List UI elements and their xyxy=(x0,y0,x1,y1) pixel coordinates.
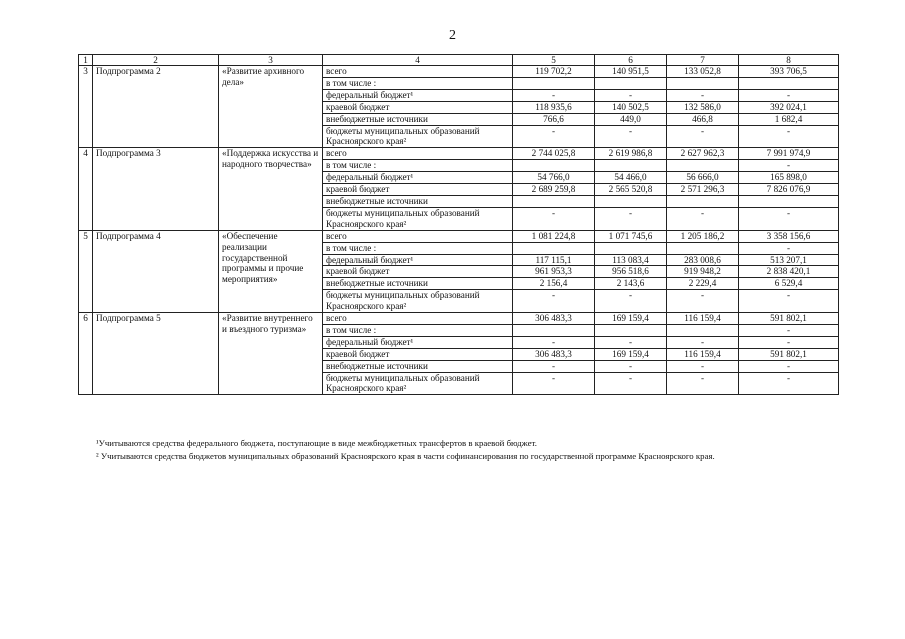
value-cell: 961 953,3 xyxy=(513,266,595,278)
value-cell: - xyxy=(667,372,739,395)
value-cell: - xyxy=(595,336,667,348)
value-cell: 118 935,6 xyxy=(513,101,595,113)
value-cell: - xyxy=(513,360,595,372)
value-cell: - xyxy=(739,360,839,372)
value-cell xyxy=(513,195,595,207)
value-cell xyxy=(513,160,595,172)
value-cell xyxy=(739,195,839,207)
value-cell: - xyxy=(739,324,839,336)
value-cell: 1 081 224,8 xyxy=(513,230,595,242)
funding-source-cell: федеральный бюджет¹ xyxy=(323,336,513,348)
value-cell: - xyxy=(739,372,839,395)
funding-source-cell: бюджеты муниципальных образований Красноярского края² xyxy=(323,125,513,148)
value-cell: 132 586,0 xyxy=(667,101,739,113)
funding-source-cell: внебюджетные источники xyxy=(323,113,513,125)
value-cell: - xyxy=(667,360,739,372)
table-body xyxy=(79,66,839,395)
value-cell: 2 571 296,3 xyxy=(667,184,739,196)
funding-source-cell: краевой бюджет xyxy=(323,101,513,113)
value-cell: 116 159,4 xyxy=(667,348,739,360)
value-cell: - xyxy=(513,372,595,395)
value-cell: 7 991 974,9 xyxy=(739,148,839,160)
value-cell xyxy=(667,77,739,89)
value-cell xyxy=(667,242,739,254)
subprogram-name-cell: «Развитие внутреннего и въездного туризма» xyxy=(219,313,323,395)
funding-source-cell: всего xyxy=(323,230,513,242)
row-number: 5 xyxy=(79,230,93,312)
value-cell: - xyxy=(513,207,595,230)
value-cell: - xyxy=(739,290,839,313)
table-row xyxy=(79,313,839,325)
value-cell: - xyxy=(739,125,839,148)
value-cell: - xyxy=(667,125,739,148)
value-cell: 3 358 156,6 xyxy=(739,230,839,242)
value-cell: - xyxy=(667,290,739,313)
funding-source-cell: внебюджетные источники xyxy=(323,195,513,207)
value-cell: 1 682,4 xyxy=(739,113,839,125)
value-cell: 466,8 xyxy=(667,113,739,125)
value-cell: 2 565 520,8 xyxy=(595,184,667,196)
value-cell: 56 666,0 xyxy=(667,172,739,184)
value-cell: - xyxy=(595,207,667,230)
value-cell: - xyxy=(739,89,839,101)
value-cell: - xyxy=(513,336,595,348)
value-cell: 449,0 xyxy=(595,113,667,125)
value-cell: 306 483,3 xyxy=(513,313,595,325)
value-cell: 306 483,3 xyxy=(513,348,595,360)
header-row xyxy=(79,55,839,66)
funding-source-cell: в том числе : xyxy=(323,77,513,89)
value-cell: 513 207,1 xyxy=(739,254,839,266)
value-cell: - xyxy=(513,290,595,313)
value-cell: 2 744 025,8 xyxy=(513,148,595,160)
value-cell: 393 706,5 xyxy=(739,66,839,78)
value-cell: - xyxy=(667,89,739,101)
value-cell: 956 518,6 xyxy=(595,266,667,278)
footnote-2: ² Учитываются средства бюджетов муниципальных образований Красноярского края в части софинансирования по государственной программе Красноярского края. xyxy=(96,451,715,461)
value-cell: - xyxy=(595,89,667,101)
value-cell: - xyxy=(667,336,739,348)
value-cell: 2 143,6 xyxy=(595,278,667,290)
funding-source-cell: бюджеты муниципальных образований Красноярского края² xyxy=(323,207,513,230)
value-cell: 169 159,4 xyxy=(595,348,667,360)
funding-source-cell: всего xyxy=(323,313,513,325)
footnotes xyxy=(96,437,876,463)
table-row xyxy=(79,66,839,78)
value-cell xyxy=(739,77,839,89)
value-cell: 113 083,4 xyxy=(595,254,667,266)
value-cell: 1 071 745,6 xyxy=(595,230,667,242)
value-cell: 133 052,8 xyxy=(667,66,739,78)
value-cell xyxy=(595,160,667,172)
column-header: 3 xyxy=(219,55,323,66)
funding-source-cell: краевой бюджет xyxy=(323,266,513,278)
funding-source-cell: федеральный бюджет¹ xyxy=(323,172,513,184)
subprogram-cell: Подпрограмма 3 xyxy=(93,148,219,230)
subprogram-name-cell: «Развитие архивного дела» xyxy=(219,66,323,148)
value-cell: - xyxy=(667,207,739,230)
value-cell: 7 826 076,9 xyxy=(739,184,839,196)
funding-source-cell: в том числе : xyxy=(323,242,513,254)
funding-source-cell: всего xyxy=(323,148,513,160)
value-cell: 169 159,4 xyxy=(595,313,667,325)
value-cell: 140 502,5 xyxy=(595,101,667,113)
value-cell: 116 159,4 xyxy=(667,313,739,325)
value-cell: 2 156,4 xyxy=(513,278,595,290)
value-cell: 54 466,0 xyxy=(595,172,667,184)
value-cell: - xyxy=(739,207,839,230)
value-cell: 117 115,1 xyxy=(513,254,595,266)
subprogram-cell: Подпрограмма 2 xyxy=(93,66,219,148)
funding-source-cell: в том числе : xyxy=(323,160,513,172)
row-number: 4 xyxy=(79,148,93,230)
value-cell xyxy=(513,77,595,89)
value-cell: 165 898,0 xyxy=(739,172,839,184)
value-cell xyxy=(595,195,667,207)
value-cell: 1 205 186,2 xyxy=(667,230,739,242)
value-cell: 119 702,2 xyxy=(513,66,595,78)
funding-source-cell: краевой бюджет xyxy=(323,348,513,360)
funding-source-cell: федеральный бюджет¹ xyxy=(323,254,513,266)
value-cell: - xyxy=(739,160,839,172)
value-cell: 283 008,6 xyxy=(667,254,739,266)
funding-source-cell: в том числе : xyxy=(323,324,513,336)
funding-source-cell: всего xyxy=(323,66,513,78)
value-cell: - xyxy=(513,125,595,148)
value-cell xyxy=(595,77,667,89)
column-header: 6 xyxy=(595,55,667,66)
table-row xyxy=(79,230,839,242)
value-cell: - xyxy=(595,372,667,395)
funding-source-cell: бюджеты муниципальных образований Красноярского края² xyxy=(323,290,513,313)
value-cell: 2 627 962,3 xyxy=(667,148,739,160)
column-header: 8 xyxy=(739,55,839,66)
value-cell: 591 802,1 xyxy=(739,313,839,325)
column-header: 1 xyxy=(79,55,93,66)
funding-source-cell: федеральный бюджет¹ xyxy=(323,89,513,101)
value-cell xyxy=(513,242,595,254)
value-cell: - xyxy=(739,336,839,348)
subprogram-name-cell: «Обеспечение реализации государственной программы и прочие мероприятия» xyxy=(219,230,323,312)
subprogram-cell: Подпрограмма 5 xyxy=(93,313,219,395)
value-cell: - xyxy=(595,360,667,372)
value-cell: - xyxy=(595,290,667,313)
column-header: 2 xyxy=(93,55,219,66)
funding-source-cell: внебюджетные источники xyxy=(323,360,513,372)
value-cell: 2 689 259,8 xyxy=(513,184,595,196)
funding-source-cell: бюджеты муниципальных образований Красноярского края² xyxy=(323,372,513,395)
value-cell: 6 529,4 xyxy=(739,278,839,290)
value-cell: - xyxy=(739,242,839,254)
row-number: 3 xyxy=(79,66,93,148)
row-number: 6 xyxy=(79,313,93,395)
value-cell: 392 024,1 xyxy=(739,101,839,113)
value-cell: 2 838 420,1 xyxy=(739,266,839,278)
value-cell: 919 948,2 xyxy=(667,266,739,278)
value-cell xyxy=(667,324,739,336)
value-cell: 54 766,0 xyxy=(513,172,595,184)
value-cell: - xyxy=(595,125,667,148)
column-header: 7 xyxy=(667,55,739,66)
funding-source-cell: внебюджетные источники xyxy=(323,278,513,290)
value-cell: 591 802,1 xyxy=(739,348,839,360)
page-number: 2 xyxy=(449,28,456,43)
value-cell xyxy=(595,242,667,254)
value-cell: 140 951,5 xyxy=(595,66,667,78)
column-header: 4 xyxy=(323,55,513,66)
value-cell xyxy=(667,195,739,207)
funding-source-cell: краевой бюджет xyxy=(323,184,513,196)
subprogram-name-cell: «Поддержка искусства и народного творчества» xyxy=(219,148,323,230)
value-cell: 2 229,4 xyxy=(667,278,739,290)
value-cell: 2 619 986,8 xyxy=(595,148,667,160)
subprogram-cell: Подпрограмма 4 xyxy=(93,230,219,312)
footnote-1: ¹Учитываются средства федерального бюджета, поступающие в виде межбюджетных трансфертов в краевой бюджет. xyxy=(96,438,537,448)
value-cell: - xyxy=(513,89,595,101)
value-cell: 766,6 xyxy=(513,113,595,125)
value-cell xyxy=(667,160,739,172)
budget-table xyxy=(78,54,839,395)
table-row xyxy=(79,148,839,160)
value-cell xyxy=(595,324,667,336)
column-header: 5 xyxy=(513,55,595,66)
value-cell xyxy=(513,324,595,336)
